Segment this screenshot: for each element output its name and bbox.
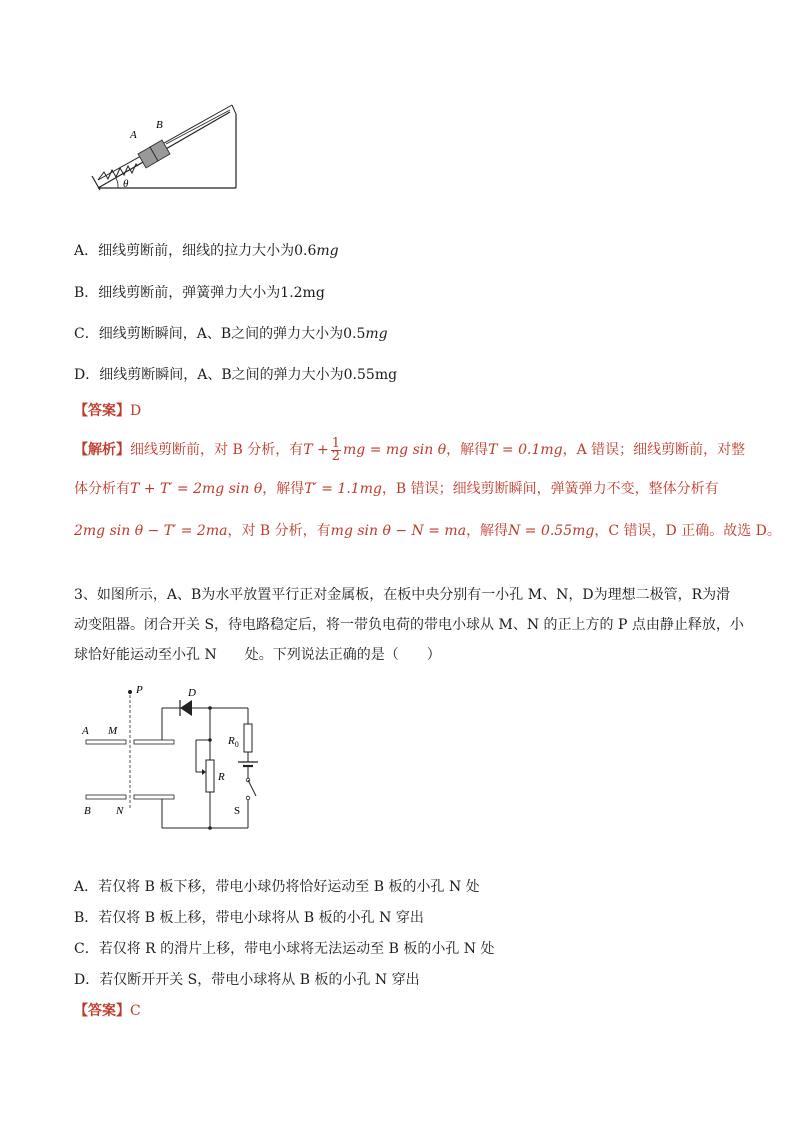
label-d: D (188, 687, 196, 699)
q3-stem-line3: 球恰好能运动至小孔 N 处。下列说法正确的是（ ） (74, 647, 441, 663)
q2-analysis-line1: 【解析】细线剪断前，对 B 分析，有T + $\frac{1}{2}$ mg = mg sin θ，解得T = 0.1mg，A 错误；细线剪断前，对整 (74, 435, 746, 464)
label-n: N (116, 805, 124, 817)
q3-option-d: D．若仅断开开关 S，带电小球将从 B 板的小孔 N 穿出 (74, 972, 420, 988)
resistor-r0 (244, 724, 252, 752)
spring (98, 164, 138, 180)
q3-answer: 【答案】C (74, 1003, 141, 1019)
q3-option-c: C．若仅将 R 的滑片上移，带电小球将无法运动至 B 板的小孔 N 处 (74, 941, 495, 957)
plate-a-right (134, 740, 174, 744)
label-b: B (84, 805, 91, 817)
label-a: A (82, 725, 89, 737)
label-s: S (234, 805, 241, 817)
fraction-half: $\frac{1}{2}$ (331, 435, 341, 464)
label-p: P (136, 684, 143, 696)
label-r0: $R_0$ (228, 735, 239, 749)
q3-option-a: A．若仅将 B 板下移，带电小球仍将恰好运动至 B 板的小孔 N 处 (74, 879, 480, 895)
plate-b-left (86, 795, 126, 799)
q2-option-a: A．细线剪断前，细线的拉力大小为0.6mg (74, 243, 339, 259)
switch-s (248, 780, 256, 796)
plate-a-left (86, 740, 126, 744)
q2-option-c: C．细线剪断瞬间，A、B之间的弹力大小为0.5mg (74, 326, 388, 342)
q3-stem-line1: 3、如图所示，A、B为水平放置平行正对金属板，在板中央分别有一小孔 M、N，D为理想二极管，R为滑 (74, 587, 731, 603)
rheostat-slider (202, 769, 206, 775)
q2-option-b: B．细线剪断前，弹簧弹力大小为1.2mg (74, 285, 325, 301)
q2-option-d: D．细线剪断瞬间，A、B之间的弹力大小为0.55mg (74, 367, 398, 383)
q2-analysis-line2: 体分析有T + T′ = 2mg sin θ，解得T′ = 1.1mg，B 错误；细线剪断瞬间，弹簧弹力不变，整体分析有 (74, 481, 719, 497)
q3-option-b: B．若仅将 B 板上移，带电小球将从 B 板的小孔 N 穿出 (74, 910, 424, 926)
label-r: R (218, 771, 225, 783)
plate-b-right (134, 795, 174, 799)
label-b: B (156, 119, 163, 131)
q3-stem-line2: 动变阻器。闭合开关 S，待电路稳定后，将一带负电荷的带电小球从 M、N 的正上方的 P 点由静止释放，小 (74, 617, 744, 633)
figure-incline (80, 100, 250, 195)
rheostat-r (206, 760, 214, 792)
label-m: M (108, 725, 118, 737)
diode (180, 700, 192, 716)
label-a: A (130, 129, 137, 141)
q2-analysis-line3: 2mg sin θ − T′ = 2ma，对 B 分析，有mg sin θ − N = ma，解得N = 0.55mg，C 错误，D 正确。故选 D。 (74, 523, 781, 539)
label-theta: θ (123, 178, 129, 190)
figure-circuit (78, 680, 278, 830)
point-p (128, 690, 132, 694)
q2-answer: 【答案】D (74, 403, 142, 419)
